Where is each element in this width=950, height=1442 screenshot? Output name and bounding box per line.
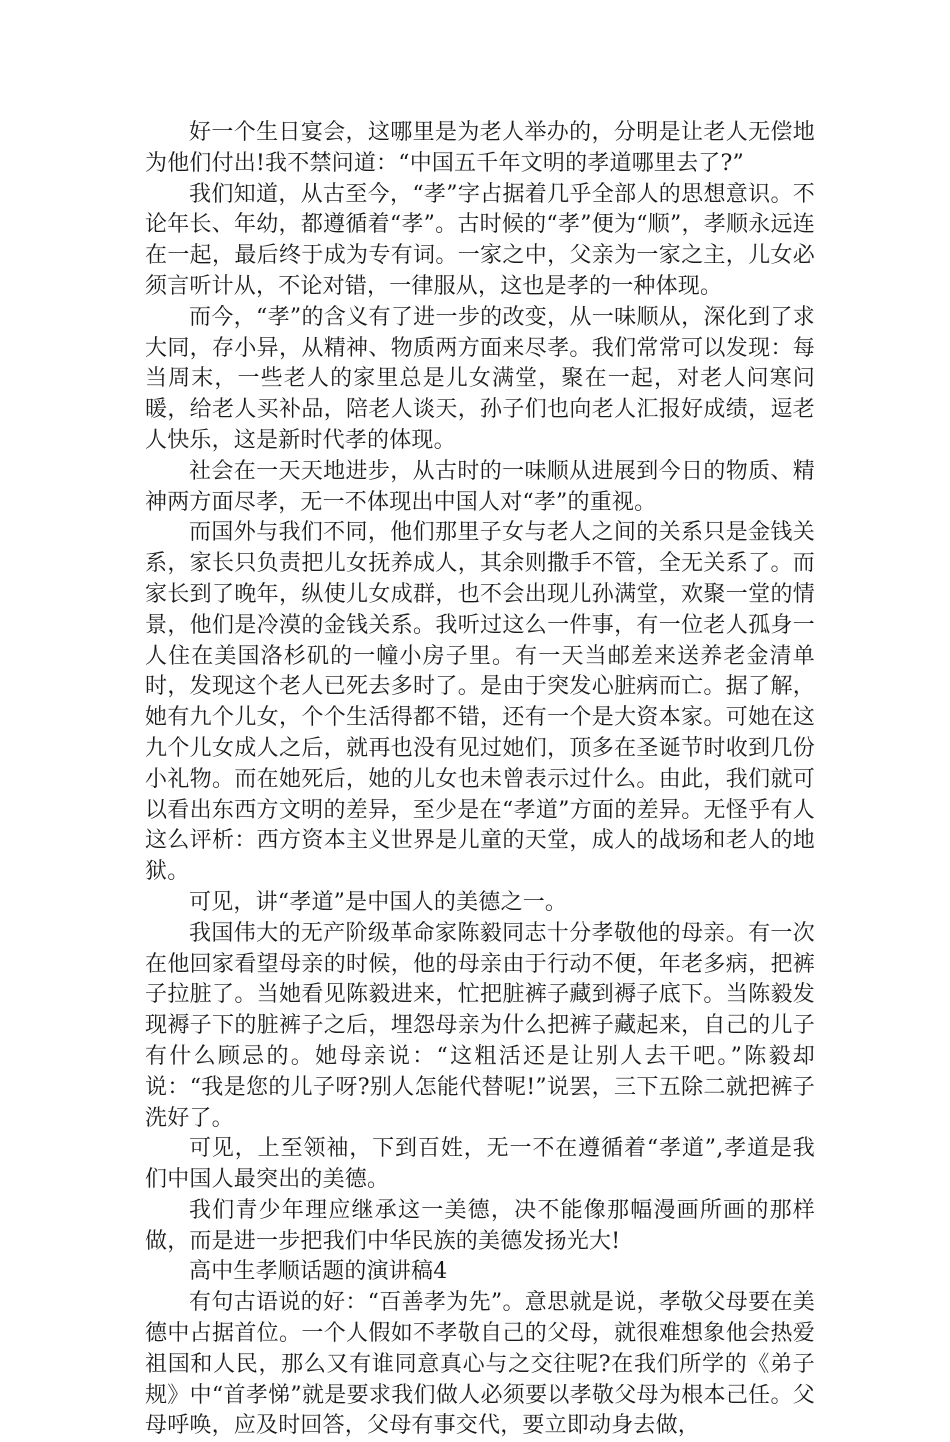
section-heading: 高中生孝顺话题的演讲稿4 <box>189 1259 448 1285</box>
paragraph: 可见，上至领袖，下到百姓，无一不在遵循着“孝道”,孝道是我们中国人最突出的美德。 <box>145 1136 815 1193</box>
paragraph: 而国外与我们不同，他们那里子女与老人之间的关系只是金钱关系，家长只负责把儿女抚养成人，其余则撒手不管，全无关系了。而家长到了晚年，纵使儿女成群，也不会出现儿孙满堂，欢聚一堂的情景，他们是冷漠的金钱关系。我听过这么一件事，有一位老人孤身一人住在美国洛杉矶的一幢小房子里。有一天当邮差来送养老金清单时，发现这个老人已死去多时了。是由于突发心脏病而亡。据了解，她有九个儿女，个个生活得都不错，还有一个是大资本家。可她在这九个儿女成人之后，就再也没有见过她们，顶多在圣诞节时收到几份小礼物。而在她死后，她的儿女也未曾表示过什么。由此，我们就可以看出东西方文明的差异，至少是在“孝道”方面的差异。无怪乎有人这么评析：西方资本主义世界是儿童的天堂，成人的战场和老人的地狱。 <box>145 520 815 885</box>
paragraph: 好一个生日宴会，这哪里是为老人举办的，分明是让老人无偿地为他们付出!我不禁问道：“中国五千年文明的孝道哪里去了?” <box>145 120 815 176</box>
paragraph: 有句古语说的好：“百善孝为先”。意思就是说，孝敬父母要在美德中占据首位。一个人假如不孝敬自己的父母，就很难想象他会热爱祖国和人民，那么又有谁同意真心与之交往呢?在我们所学的《弟子规》中“首孝悌”就是要求我们做人必须要以孝敬父母为根本己任。父母呼唤，应及时回答，父母有事交代，要立即动身去做， <box>145 1290 815 1439</box>
paragraph: 我们青少年理应继承这一美德，决不能像那幅漫画所画的那样做，而是进一步把我们中华民族的美德发扬光大! <box>145 1197 815 1254</box>
document-body <box>145 118 815 1442</box>
paragraph: 可见，讲“孝道”是中国人的美德之一。 <box>189 889 568 915</box>
paragraph: 而今，“孝”的含义有了进一步的改变，从一味顺从，深化到了求大同，存小异，从精神、物质两方面来尽孝。我们常常可以发现：每当周末，一些老人的家里总是儿女满堂，聚在一起，对老人问寒问暖，给老人买补品，陪老人谈天，孙子们也向老人汇报好成绩，逗老人快乐，这是新时代孝的体现。 <box>145 304 815 453</box>
paragraph: 我们知道，从古至今，“孝”字占据着几乎全部人的思想意识。不论年长、年幼，都遵循着“孝”。古时候的“孝”便为“顺”，孝顺永远连在一起，最后终于成为专有词。一家之中，父亲为一家之主，儿女必须言听计从，不论对错，一律服从，这也是孝的一种体现。 <box>145 181 815 299</box>
paragraph: 社会在一天天地进步，从古时的一味顺从进展到今日的物质、精神两方面尽孝，无一不体现出中国人对“孝”的重视。 <box>145 458 815 515</box>
paragraph: 我国伟大的无产阶级革命家陈毅同志十分孝敬他的母亲。有一次在他回家看望母亲的时候，他的母亲由于行动不便，年老多病，把裤子拉脏了。当她看见陈毅进来，忙把脏裤子藏到褥子底下。当陈毅发现褥子下的脏裤子之后，埋怨母亲为什么把裤子藏起来，自己的儿子有什么顾忌的。她母亲说：“这粗活还是让别人去干吧。”陈毅却说：“我是您的儿子呀?别人怎能代替呢!”说罢，三下五除二就把裤子洗好了。 <box>145 920 815 1131</box>
